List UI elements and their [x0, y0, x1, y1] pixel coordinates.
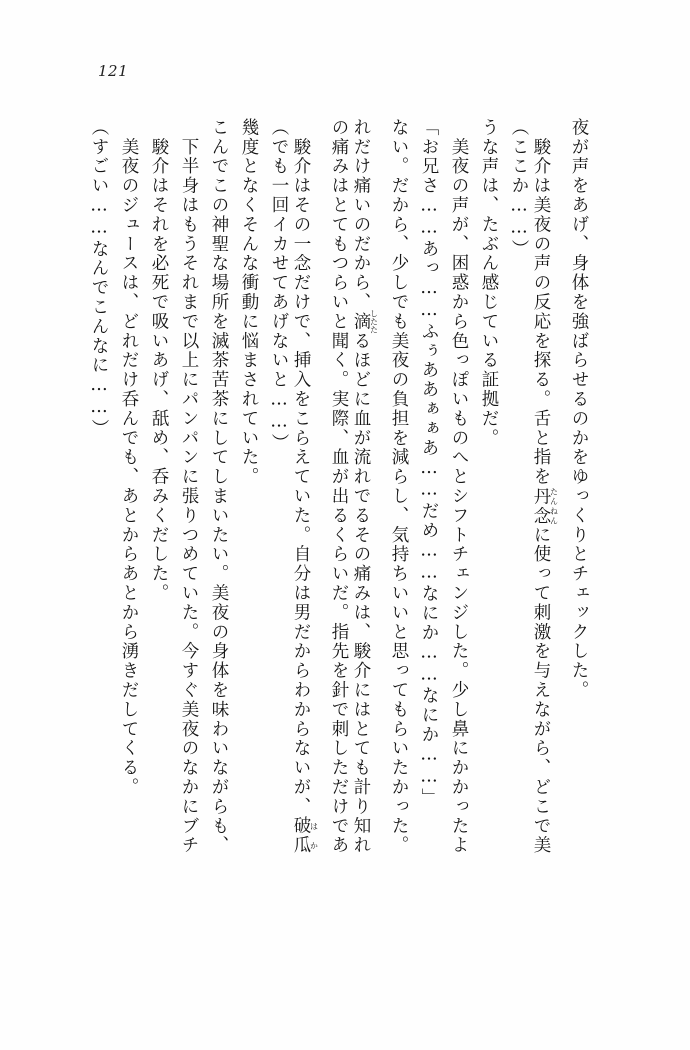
text-column: 幾度となくそんな衝動に悩まされていた。 — [239, 118, 259, 487]
text-column: れだけ痛いのだから、滴したたるほどに血が流れでるその痛みは、駿介にはとても計り知れ — [351, 118, 379, 856]
text-column: （ここか……） — [509, 118, 529, 259]
ruby-annotation: 破瓜はか — [291, 816, 319, 856]
text-column: （すごい……なんでこんなに……） — [89, 118, 109, 439]
text-column: の痛みはとてもつらいと聞く。実際、血が出るくらいだ。指先を針で刺しただけであ — [329, 118, 349, 856]
text-column: 「お兄さ……あっ……ふぅああぁぁあ……だめ……なにか……なにか……」 — [419, 118, 439, 808]
text-column: うな声は、たぶん感じている証拠だ。 — [479, 118, 499, 448]
ruby-annotation: 滴したた — [351, 309, 379, 334]
ruby-annotation: 丹念たんねん — [531, 486, 559, 526]
text-column: ない。だから、少しでも美夜の負担を減らし、気持ちいいと思ってもらいたかった。 — [389, 118, 409, 856]
text-column: 美夜の声が、困惑から色っぽいものへとシフトチェンジした。少し鼻にかかったよ — [449, 118, 469, 856]
text-column: 美夜のジュースは、どれだけ呑んでも、あとからあとから湧きだしてくる。 — [119, 118, 139, 797]
text-column: （でも一回イカせてあげないと……） — [269, 118, 289, 453]
text-column: 夜が声をあげ、身体を強ばらせるのかをゆっくりとチェックした。 — [569, 118, 589, 700]
text-column: 駿介はその一念だけで、挿入をこらえていた。自分は男だからわからないが、破瓜はか — [291, 118, 319, 856]
vertical-text-block — [78, 118, 638, 948]
text-column: こんでこの神聖な場所を滅茶苦茶にしてしまいたい。美夜の身体を味わいながらも、 — [209, 118, 229, 856]
text-column: 駿介はそれを必死で吸いあげ、舐め、呑みくだした。 — [149, 118, 169, 603]
page-number: 121 — [98, 62, 129, 80]
text-column: 駿介は美夜の声の反応を探る。舌と指を丹念たんねんに使って刺激を与えながら、どこで美 — [531, 118, 559, 856]
text-column: 下半身はもうそれまで以上にパンパンに張りつめていた。今すぐ美夜のなかにブチ — [179, 118, 199, 856]
